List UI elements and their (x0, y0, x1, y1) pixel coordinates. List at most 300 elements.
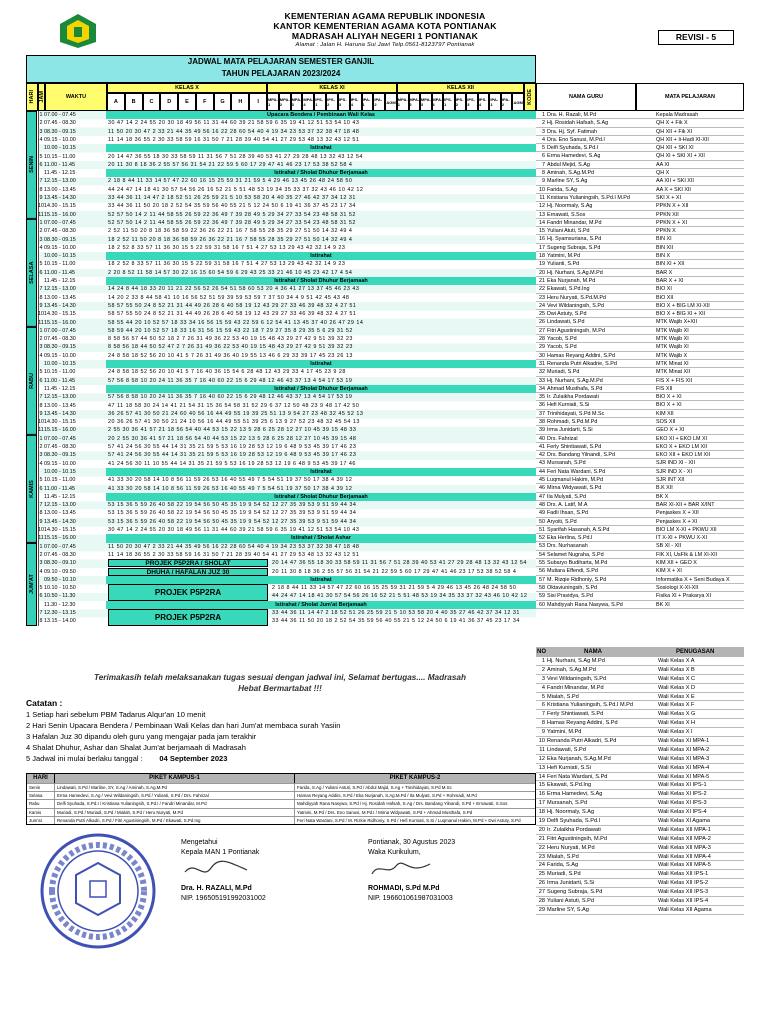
teacher-subject: BIO X + XI (656, 402, 682, 409)
wali-role: Wali Kelas XI Agama (658, 818, 711, 825)
teacher-code: 47 (539, 493, 545, 500)
period-time: 12.30 - 13.15 (44, 610, 76, 616)
teacher-row (536, 468, 744, 476)
teacher-name: Mursanah, S.Pd (547, 460, 586, 467)
period-number: 8 (39, 510, 43, 517)
col-kelas-xi-1: MPA-2 (279, 93, 291, 111)
piket-day: Jum'at (27, 817, 55, 824)
wali-role: Wali Kelas XII IPS-1 (658, 871, 709, 878)
teacher-subject: QH XII + SKI XI (656, 145, 694, 152)
wali-row (536, 719, 744, 728)
period-time: 09.15 - 10.00 (44, 244, 76, 251)
period-number: 1 (39, 543, 43, 550)
period-time: 12.15 - 13.00 (44, 286, 76, 293)
teacher-subject: MTK Wajib XI (656, 327, 689, 334)
col-jam (38, 83, 45, 111)
teacher-row (536, 484, 744, 492)
wali-number: 28 (538, 898, 545, 905)
teacher-code: 3 (542, 128, 545, 135)
wali-row (536, 746, 744, 755)
band-jumat: Istirahat / Sholat Jum'at Berjamaah (106, 601, 536, 609)
class-codes: 58 57 55 50 24 8 52 21 31 44 49 26 28 6 40 58 19 12 43 29 27 33 46 39 48 32 4 27 51 (108, 311, 357, 318)
piket-kampus-1: Delfi Syuhada, S.Pd.I / Kristiana Yulianingsih, S.Pd.I / Fandri Minandar, M.Pd (55, 800, 295, 807)
teacher-code: 24 (539, 302, 545, 309)
period-time: 10.00 - 10.15 (44, 361, 76, 367)
teacher-code: 15 (539, 228, 545, 235)
teacher-subject: BIO LM X-XI + PKWU XII (656, 526, 717, 533)
period-number: 5 (39, 477, 43, 484)
note-5-text: 5 Jadwal ini mulai berlaku tanggal : (26, 754, 143, 763)
class-codes: 20 14 47 36 55 18 30 33 58 59 11 31 56 7 51 28 39 40 53 41 27 29 28 48 13 32 43 12 54 (108, 153, 363, 160)
wali-role: Wali Kelas XII MPA-2 (658, 835, 711, 842)
period-time: 08.30 - 09.15 (44, 236, 76, 243)
teacher-name: Muriadi, S.Pd (547, 369, 580, 376)
period-time: 07.45 - 08.30 (44, 551, 76, 558)
wali-name: Marline SY, S.Ag (547, 906, 589, 913)
period-time: 10.15 - 11.00 (44, 153, 76, 160)
teacher-name: Aminah, S.Ag.M.Pd (547, 170, 595, 177)
band-dhuhur: Istirahat / Sholat Dhuhur Berjamaah (106, 169, 536, 177)
col-kelas-x-c: C (143, 93, 161, 111)
col-kode-label: KODE (527, 89, 533, 105)
teacher-subject: MTK Wajib X (656, 352, 688, 359)
teacher-name: Hj. Nurhani, S.Ag.M.Pd (547, 377, 603, 384)
signature-right-name: ROHMADI, S.Pd M.Pd (368, 885, 440, 892)
teacher-row (536, 144, 744, 152)
period-time: 13.45 - 14.30 (44, 410, 76, 417)
col-kelas-xi-2: MPA-3 (291, 93, 303, 111)
teacher-row (536, 285, 744, 293)
signature-right-label-2: Waka Kurikulum, (368, 849, 421, 856)
teacher-row (536, 410, 744, 418)
teacher-subject: BIO X + XI (656, 394, 682, 401)
wali-role: Wali Kelas XI MPA-5 (658, 773, 710, 780)
period-number: 8 (39, 294, 43, 301)
wali-name: Eka Nurjanah, S.Ag.M.Pd (547, 755, 611, 762)
col-kelas-x-f: F (196, 93, 214, 111)
teacher-row (536, 426, 744, 434)
wali-role: Wali Kelas X E (658, 693, 695, 700)
class-codes: 53 15 36 5 59 26 40 58 22 19 54 56 50 45 35 19 9 54 52 12 27 35 39 53 9 51 59 44 34 (108, 510, 357, 517)
wali-name: Hj. Nurhani, S.Ag M.Pd (547, 658, 605, 664)
teacher-name: Farida, S.Ag (547, 186, 577, 193)
teacher-name: Syarifah Hasanah, A.S.Pd (547, 526, 610, 533)
wali-name: Feri Nata Wardani, S.Pd (547, 773, 608, 780)
teacher-name: Drs. Nurhasanah (547, 543, 588, 550)
piket-day: Selasa (27, 792, 55, 799)
piket-kampus-1: Muriadi, S.Pd / Muriadi, S.Pd / Mialah, S.Pd / Heru Nuryati, M.Pd (55, 809, 295, 816)
piket-kampus-2: Feri Nata Wardani, S.Pd / M. Rizkie Ridhoniy, S.Pd / Hefi Kurniati, S.Si / Luqmanul Hakim, M.Pd + Dwi Astuty, S.Pd (297, 817, 521, 823)
wali-number: 12 (538, 755, 545, 762)
col-kelas-xi-5: IPS-2 (326, 93, 338, 111)
schedule-sheet (26, 8, 744, 1008)
teacher-subject: BAR X + XI (656, 277, 684, 284)
period-time: 15.15 - 16.00 (44, 535, 76, 542)
teacher-subject: AA XI (656, 161, 670, 168)
piket-row (27, 791, 535, 799)
piket-head-hari: HARI (27, 774, 55, 783)
period-time: 08.30 - 09.15 (44, 344, 76, 351)
signature-left-nip: NIP. 196505191992031002 (181, 895, 266, 902)
wali-number: 29 (538, 906, 545, 913)
period-time: 09.15 - 10.00 (44, 352, 76, 359)
wali-row (536, 755, 744, 764)
period-time: 09.50 - 10.10 (44, 576, 76, 583)
class-codes: 33 44 36 11 14 47 2 18 52 51 26 25 59 21 5 10 53 58 20 4 40 35 27 46 42 37 34 12 31 (272, 610, 520, 616)
teacher-code: 29 (539, 344, 545, 351)
col-kelas-x: KELAS X (107, 83, 267, 93)
col-kelas-xii-5: IPS-2 (455, 93, 467, 111)
wali-number: 13 (538, 764, 545, 771)
teacher-row (536, 377, 744, 385)
class-codes: 2 18 8 44 11 33 14 57 47 22 60 16 15 25 59 31 21 59 5 4 29 46 13 45 26 48 24 58 50 (272, 585, 517, 592)
teacher-code: 11 (539, 194, 545, 201)
teacher-name: M. Rizqie Ridhoniy, S.Pd (547, 576, 607, 583)
period-time: 11.00 - 11.45 (44, 485, 75, 492)
class-codes: 11 50 20 30 47 2 33 21 44 35 49 56 16 22 28 60 54 40 4 19 34 23 53 37 32 38 47 18 48 (108, 128, 360, 135)
teacher-row (536, 509, 744, 517)
period-number: 4 (39, 460, 43, 467)
signature-right-label-1: Pontianak, 30 Agustus 2023 (368, 839, 456, 846)
period-number: 9 (39, 195, 43, 201)
period-number: 10 (38, 311, 44, 318)
wali-role: Wali Kelas X G (658, 711, 696, 718)
teacher-subject: BAR XI-XII + BAR X/INT (656, 501, 715, 508)
signature-left-scribble-icon (181, 858, 251, 880)
teacher-name: Ferly Shintiawati, S.Pd (547, 443, 602, 450)
class-codes: 20 36 26 57 41 30 50 21 24 10 56 16 44 49 55 51 39 25 6 13 9 27 52 23 48 32 45 54 13 (108, 419, 360, 426)
wali-row (536, 835, 744, 844)
teacher-name: Marline SY, S.Ag (547, 178, 588, 185)
period-number: 4 (39, 136, 43, 143)
teacher-name: Yuliani Atuti, S.Pd (547, 228, 590, 235)
teacher-name: Yulianti, S.Pd (547, 261, 580, 268)
class-codes: 52 57 50 14 2 11 44 58 55 26 59 22 36 49 7 39 28 49 5 29 34 27 33 54 23 48 58 31 52 (108, 211, 356, 218)
col-kelas-xi-8: IPA-1 (362, 93, 374, 111)
piket-rows (27, 783, 535, 824)
wali-role: Wali Kelas XII MPA-3 (658, 844, 711, 851)
revision-badge: REVISI - 5 (658, 30, 734, 45)
teacher-row (536, 152, 744, 160)
wali-row (536, 853, 744, 862)
period-number: 11 (38, 535, 44, 542)
period-time: 07.00 - 07.45 (44, 543, 76, 550)
period-number: 11 (38, 319, 44, 326)
class-codes: 20 14 47 36 55 18 30 33 58 59 11 31 56 7 51 28 39 40 53 41 27 29 28 48 13 32 43 12 54 (272, 560, 527, 567)
teacher-subject: Penjaskes X + XII (656, 510, 699, 517)
class-codes: 53 15 36 5 59 26 40 58 22 19 54 56 50 45 35 19 9 54 52 12 27 35 39 53 9 51 59 44 34 (108, 518, 357, 525)
teacher-list (536, 111, 744, 609)
teacher-code: 41 (539, 443, 545, 450)
teacher-code: 33 (539, 377, 545, 384)
period-number: 6 (39, 269, 43, 276)
teacher-code: 26 (539, 319, 545, 326)
col-kelas-x-b: B (125, 93, 143, 111)
wali-role: Wali Kelas XI MPA-4 (658, 764, 710, 771)
teacher-subject: SB XI - XII (656, 543, 682, 550)
signature-left-label-1: Mengetahui (181, 839, 218, 846)
wali-number: 11 (539, 746, 545, 753)
teacher-code: 46 (539, 485, 545, 492)
col-kelas-xii-9: IPA-2 (501, 93, 513, 111)
wali-number: 17 (538, 800, 545, 807)
teacher-code: 34 (539, 385, 545, 392)
period-time: 07.00 - 07.45 (44, 219, 76, 226)
teacher-subject: EKO XII + EKO LM XII (656, 452, 711, 459)
teacher-subject: EKO XI + EKO LM XI (656, 435, 708, 442)
teacher-name: Renanda Putri Alkadrie, S.Pd (547, 360, 617, 367)
col-kelas-xi-10: AGM (385, 93, 397, 111)
teacher-code: 58 (539, 584, 545, 591)
period-number: 11 (38, 211, 44, 218)
teacher-subject: FIS XII (656, 385, 673, 392)
teacher-subject: BIN X (656, 253, 671, 260)
wali-role: Wali Kelas XII IPS-4 (658, 898, 709, 905)
wali-role: Wali Kelas XII IPS-3 (658, 889, 709, 896)
wali-number: 15 (538, 782, 545, 789)
teacher-name: Drs. Fahrizal (547, 435, 578, 442)
teacher-name: Vevi Wildaningsih, S.Pd (547, 302, 604, 309)
class-codes: 2 18 8 44 11 33 14 57 47 22 60 16 15 25 59 31 21 59 5 4 29 46 13 45 26 48 24 58 50 (108, 178, 353, 185)
class-codes: 14 20 2 33 8 44 58 41 10 16 56 52 51 59 39 59 53 59 7 37 50 34 4 9 51 42 45 43 48 (108, 294, 350, 301)
col-kelas-x-h: H (231, 93, 249, 111)
wali-row (536, 870, 744, 879)
col-kelas-xii-3: MPA-4 (432, 93, 444, 111)
wali-name: Yuliani Astuti, S.Pd (547, 898, 594, 905)
wali-number: 20 (538, 826, 545, 833)
wali-head-tugas: PENUGASAN (676, 649, 715, 655)
period-time: 15.15 - 16.00 (44, 427, 76, 434)
teacher-name: Eka Herlina, S.Pd.I (547, 535, 593, 542)
teacher-subject: Penjaskes X + XI (656, 518, 698, 525)
teacher-name: Dwi Astuty, S.Pd (547, 311, 587, 318)
teacher-row (536, 476, 744, 484)
teacher-subject: PPKN X + XI (656, 219, 688, 226)
teacher-subject: BIO XI (656, 286, 672, 293)
teacher-code: 56 (539, 568, 545, 575)
band-dhuhur: Istirahat / Sholat Dhuhur Berjamaah (106, 277, 536, 285)
teacher-row (536, 260, 744, 268)
period-number: 1 (39, 435, 43, 442)
teacher-name: Feri Nata Wardani, S.Pd (547, 468, 606, 475)
period-time: 13.00 - 13.45 (44, 186, 76, 193)
wali-name: Muriadi, S.Pd (547, 871, 581, 878)
teacher-code: 14 (539, 219, 545, 226)
col-jam-label: JAM (38, 91, 45, 103)
piket-kampus-2: Hamas Reyang Addini, S.Pd / Eka Nurjanah, S.Ag.M.Pd / Ila Mulyati, S.Pd + Rohmadi, M.Pd (297, 793, 477, 799)
teacher-code: 27 (539, 327, 545, 334)
teacher-row (536, 294, 744, 302)
wali-name: Delfi Syuhada, S.Pd.I (547, 818, 601, 825)
teacher-subject: Fisika XI + Prakarya XI (656, 593, 711, 600)
class-codes: 57 56 8 58 10 20 24 11 36 35 7 16 40 60 22 15 6 29 48 12 46 43 37 13 4 54 17 53 19 (108, 394, 353, 401)
period-number: 2 (39, 336, 43, 343)
header-line-2: KANTOR KEMENTERIAN AGAMA KOTA PONTIANAK (273, 21, 497, 31)
col-mata-pelajaran: MATA PELAJARAN (636, 83, 744, 111)
col-kelas-xii-4: IPS-1 (443, 93, 455, 111)
teacher-row (536, 277, 744, 285)
wali-name: Ekawati, S.Pd.Ing (547, 782, 592, 789)
teacher-code: 44 (539, 468, 545, 475)
col-kelas-xi-4: IPS-1 (314, 93, 326, 111)
teacher-subject: Kepala Madrasah (656, 112, 699, 118)
teacher-row (536, 244, 744, 252)
class-codes: 41 24 56 30 11 10 55 44 14 31 35 21 59 5 53 16 19 28 53 12 19 6 48 9 53 45 39 17 46 (108, 460, 356, 467)
wali-number: 10 (538, 738, 545, 745)
period-number: 8 (39, 618, 43, 625)
wali-role: Wali Kelas X B (658, 666, 695, 673)
teacher-subject: PPKN X + XII (656, 203, 689, 210)
period-time: 13.00 - 13.45 (44, 510, 76, 517)
col-kelas-xi-6: IPS-3 (338, 93, 350, 111)
piket-table (26, 773, 536, 825)
signature-right-scribble-icon (368, 858, 438, 880)
wali-name: Farida, S.Ag (547, 862, 579, 869)
teacher-name: Yacob, S.Pd (547, 336, 577, 343)
wali-row (536, 817, 744, 826)
class-codes: 24 8 58 18 52 56 20 10 41 5 7 26 31 49 36 40 19 55 13 46 6 29 33 39 17 45 23 26 13 (108, 352, 353, 359)
teacher-code: 60 (539, 601, 545, 608)
period-number: 1 (39, 327, 43, 334)
wali-name: Mialah, S.Pd (547, 693, 579, 700)
col-kelas-x-i: I (249, 93, 267, 111)
teacher-row (536, 584, 744, 592)
teacher-name: Luqmanul Hakim, M.Pd (547, 477, 604, 484)
projek-box-2: PROJEK P5P2RA (108, 584, 268, 601)
class-codes: 20 2 55 30 36 41 57 21 18 56 54 40 44 53 15 22 13 5 28 6 25 28 12 27 10 45 39 15 48 (108, 435, 357, 442)
teacher-subject: GEO X + XI (656, 427, 685, 434)
teacher-code: 40 (539, 435, 545, 442)
piket-head-kampus-2: PIKET KAMPUS-2 (389, 775, 441, 781)
period-time: 11.45 - 12.15 (44, 278, 76, 284)
teacher-row (536, 227, 744, 235)
period-time: 11.30 - 12.30 (44, 601, 76, 608)
band-istirahat: Istirahat (106, 252, 536, 260)
teacher-subject: BIN XI + XII (656, 261, 685, 268)
col-kelas-x-g: G (214, 93, 232, 111)
teacher-row (536, 360, 744, 368)
period-time: 12.15 - 13.00 (44, 502, 76, 509)
teacher-name: Irma Junidarti, S.Si (547, 427, 593, 434)
teacher-name: Mutiara Effendi, S.Pd (547, 568, 598, 575)
period-time: 09.15 - 10.00 (44, 136, 76, 143)
teacher-name: Mirna Widyawati, S.Pd (547, 485, 602, 492)
class-codes: 57 41 24 56 30 55 44 14 31 35 21 59 5 53 16 19 28 53 12 19 6 48 9 53 45 39 17 46 23 (108, 444, 357, 450)
teacher-code: 4 (542, 136, 545, 143)
teacher-row (536, 211, 744, 219)
col-kelas-xii-8: IPA-1 (489, 93, 501, 111)
wali-number: 25 (538, 871, 545, 878)
wali-name: Heru Nuryati, M.Pd (547, 844, 595, 851)
wali-name: Vevi Wildaningsih, S.Pd (547, 675, 607, 682)
period-time: 10.50 - 11.30 (44, 593, 76, 600)
wali-row (536, 781, 744, 790)
period-number: 8 (39, 402, 43, 409)
period-number: 7 (39, 502, 43, 509)
wali-name: Fandri Minandar, M.Pd (547, 684, 604, 691)
band-dhuhur: Istirahat / Sholat Dhuhur Berjamaah (106, 493, 536, 501)
period-time: 14.30 - 15.15 (44, 203, 76, 210)
period-number: 9 (39, 410, 43, 417)
teacher-name: Sisi Pravidya, S.Pd (547, 593, 593, 600)
teacher-row (536, 161, 744, 169)
notes (26, 698, 526, 764)
wali-name: Irma Junidarti, S.Si (547, 880, 595, 887)
teacher-code: 57 (539, 576, 545, 583)
teacher-code: 21 (539, 277, 545, 284)
teacher-row (536, 435, 744, 443)
period-number: 5 (39, 261, 43, 268)
teacher-code: 5 (542, 145, 545, 152)
period-time: 11.00 - 11.45 (44, 269, 75, 276)
projek-box-0: PROJEK P5P2RA / SHOLAT (108, 559, 268, 567)
teacher-row (536, 335, 744, 343)
teacher-subject: PPKN X (656, 228, 676, 235)
teacher-subject: KIM XII (656, 410, 674, 417)
period-number: 7 (39, 610, 43, 616)
wali-name: Ir. Zulaikha Pordawati (547, 826, 601, 833)
teacher-name: Selamet Nugraha, S.Pd (547, 551, 604, 558)
schedule-title (26, 55, 536, 83)
wali-role: Wali Kelas XII MPA-4 (658, 853, 711, 860)
col-kelas-xi-0: MPA-1 (267, 93, 279, 111)
period-time: 11.00 - 11.45 (44, 161, 75, 168)
period-number: 4 (39, 352, 43, 359)
wali-row (536, 879, 744, 888)
teacher-row (536, 318, 744, 326)
wali-role: Wali Kelas XII MPA-5 (658, 862, 711, 869)
period-time: 08.30 - 09.15 (44, 452, 76, 459)
teacher-subject: BAR X (656, 269, 673, 276)
thanks-line-2: Hebat Bermartabat !!! (238, 684, 322, 693)
wali-row (536, 888, 744, 897)
band-istirahat: Istirahat (106, 144, 536, 152)
period-number: 10 (38, 527, 44, 533)
class-codes: 18 2 52 8 33 57 11 36 30 15 5 22 59 31 58 16 7 51 4 27 53 13 29 43 42 32 14 9 23 (108, 244, 346, 251)
wali-role: Wali Kelas XII MPA-1 (658, 826, 711, 833)
wali-role: Wali Kelas X H (658, 720, 696, 727)
class-codes: 2 52 11 50 20 8 18 36 58 59 22 36 26 22 21 16 7 58 55 28 35 29 27 51 50 14 32 49 4 (108, 228, 353, 235)
teacher-code: 6 (542, 153, 545, 160)
period-number: 9 (39, 518, 43, 525)
period-time: 12.15 - 13.00 (44, 394, 76, 401)
period-number: 6 (39, 161, 43, 168)
teacher-code: 50 (539, 518, 545, 525)
piket-row (27, 816, 535, 824)
piket-kampus-1: Renanda Putri Alkadri, S.Pd / Fitri Agustiningsih, M.Pd / Ekawati, S.Pd.Ing (55, 817, 295, 824)
teacher-name: Kristiana Yulianingsih, S.Pd.I M.Pd (547, 194, 630, 201)
period-number: 3 (39, 560, 43, 567)
period-time: 07.45 - 08.30 (44, 444, 76, 450)
wali-role: Wali Kelas XI IPS-1 (658, 782, 707, 789)
madrasah-seal-icon (38, 831, 158, 951)
wali-number: 6 (541, 702, 545, 709)
wali-row (536, 906, 744, 915)
teacher-name: Hj. Syamsuriana, S.Pd (547, 236, 602, 243)
teacher-name: Yacob, S.Pd (547, 344, 577, 351)
col-waktu: WAKTU (45, 83, 107, 111)
teacher-code: 43 (539, 460, 545, 467)
wali-row (536, 826, 744, 835)
teacher-name: Trinihidayati, S.Pd M.Sc (547, 410, 605, 417)
piket-row (27, 783, 535, 791)
teacher-name: Dra. Hj. Syf. Fatimah (547, 128, 598, 135)
wali-number: 22 (538, 844, 545, 851)
teacher-name: Ila Mulyati, S.Pd (547, 493, 586, 500)
class-codes: 8 58 56 57 44 50 52 18 2 7 26 31 49 36 22 53 40 19 15 48 43 29 27 42 9 51 39 32 23 (108, 336, 353, 343)
wali-role: Wali Kelas XII Agama (658, 906, 712, 913)
period-number: 2 (39, 228, 43, 235)
